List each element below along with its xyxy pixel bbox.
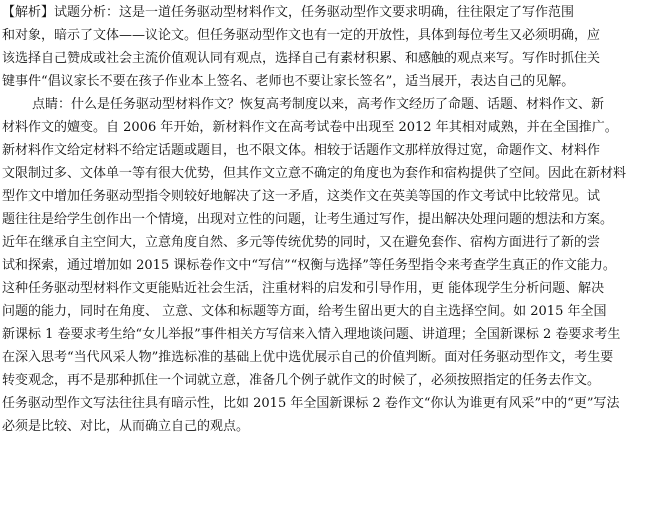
text-line: 【解析】试题分析：这是一道任务驱动型材料作文，任务驱动型作文要求明确，往往限定了写作范围 (2, 5, 575, 20)
text-line: 试和探索，通过增加如 2015 课标卷作文中“写信”“权衡与选择”等任务型指令来考查学生真正的作文能力。 (2, 258, 616, 273)
text-line: 材料作文的嬗变。自 2006 年开始，新材料作文在高考试卷中出现至 2012 年其相对咸熟，并在全国推广。 (2, 120, 618, 135)
text-line: 在深入思考“当代风采人物”推选标准的基础上优中选优展示自己的价值判断。面对任务驱动型作文，考生要 (2, 350, 614, 365)
text-line: 新课标 1 卷要求考生给“女儿举报”事件相关方写信来入情入理地谈问题、讲道理；全国新课标 2 卷要求考生 (2, 327, 621, 342)
text-line: 转变观念，再不是那种抓住一个词就立意，准备几个例子就作文的时候了，必须按照指定的任务去作文。 (2, 373, 601, 388)
text-line: 必须是比较、对比，从而确立自己的观点。 (2, 419, 250, 434)
text-line: 和对象，暗示了文体——议论文。但任务驱动型作文也有一定的开放性，具体到每位考生又必须明确，应 (2, 28, 601, 43)
text-line: 键事件“倡议家长不要在孩子作业本上签名、老师也不要让家长签名”，适当展开，表达自己的见解。 (2, 74, 575, 89)
text-line: 近年在继承自主空间大，立意角度自然、多元等传统优势的同时，又在避免套作、宿构方面进行了新的尝 (2, 235, 601, 250)
text-line: 题往往是给学生创作出一个情境，出现对立性的问题，让考生通过写作，提出解决处理问题的想法和方案。 (2, 212, 614, 227)
text-line: 型作文中增加任务驱动型指令则较好地解决了这一矛盾，这类作文在英美等国的作文考试中比较常见。试 (2, 189, 601, 204)
text-line: 该选择自己赞成或社会主流价值观认同有观点，选择自己有素材积累、和感触的观点来写。写作时抓住关 (2, 51, 601, 66)
text-line: 文限制过多、文体单一等有很大优势，但其作文立意不确定的角度也为套作和宿构提供了空间。因此在新材料 (2, 166, 627, 181)
text-line: 点睛：什么是任务驱动型材料作文？恢复高考制度以来，高考作文经历了命题、话题、材料作文、新 (32, 97, 605, 112)
text-line: 这种任务驱动型材料作文更能贴近社会生活，注重材料的启发和引导作用，更 能体现学生分析问题、解决 (2, 281, 605, 296)
text-line: 任务驱动型作文写法往往具有暗示性，比如 2015 年全国新课标 2 卷作文“你认为谁更有风采”中的“更”写法 (2, 396, 620, 411)
text-line: 新材料作文给定材料不给定话题或题目，也不限文体。相较于话题作文那样放得过宽，命题作文、材料作 (2, 143, 601, 158)
text-line: 问题的能力，同时在角度、 立意、文体和标题等方面，给考生留出更大的自主选择空间。如 2015 年全国 (2, 304, 607, 319)
